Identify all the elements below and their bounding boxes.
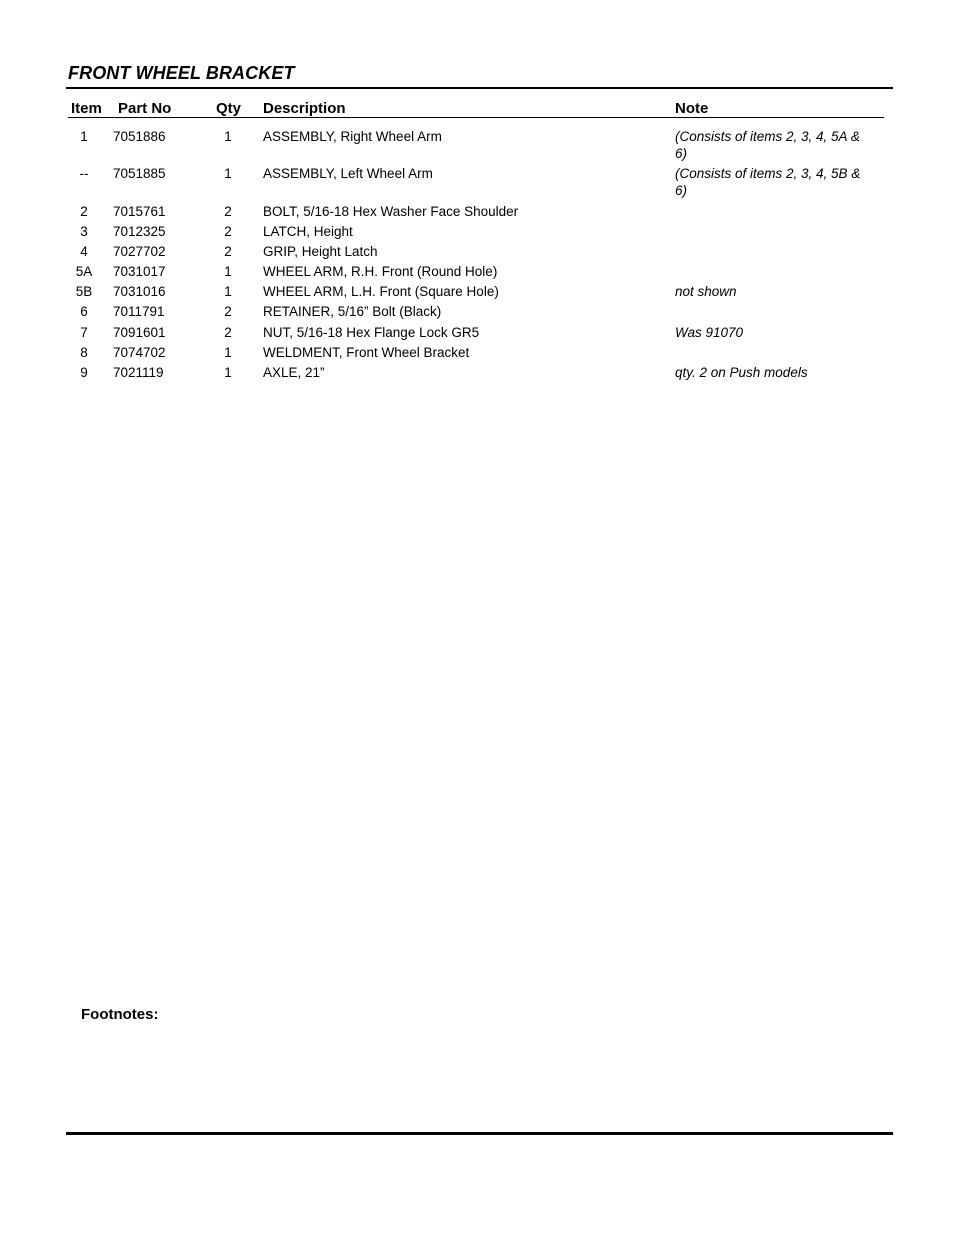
- part-number: 7011791: [113, 304, 165, 319]
- quantity: 1: [224, 129, 232, 144]
- item-number: 2: [80, 204, 88, 219]
- description: WHEEL ARM, R.H. Front (Round Hole): [263, 264, 498, 279]
- footnotes-label: Footnotes:: [81, 1006, 159, 1023]
- description: BOLT, 5/16-18 Hex Washer Face Shoulder: [263, 204, 519, 219]
- description: ASSEMBLY, Left Wheel Arm: [263, 166, 433, 181]
- header-item: Item: [71, 100, 102, 117]
- part-number: 7051885: [113, 166, 166, 181]
- item-number: 5A: [75, 264, 93, 279]
- title-divider: [66, 87, 893, 89]
- note: Was 91070: [675, 325, 744, 340]
- quantity: 1: [224, 284, 232, 299]
- item-number: 6: [80, 304, 88, 319]
- quantity: 1: [224, 166, 232, 181]
- part-number: 7021119: [113, 365, 164, 380]
- item-number: --: [79, 166, 89, 181]
- item-number: 3: [80, 224, 88, 239]
- description: ASSEMBLY, Right Wheel Arm: [263, 129, 442, 144]
- note: qty. 2 on Push models: [675, 365, 808, 380]
- quantity: 1: [224, 264, 232, 279]
- header-qty: Qty: [216, 100, 242, 117]
- header-description: Description: [263, 100, 346, 117]
- part-number: 7091601: [113, 325, 166, 340]
- description: WHEEL ARM, L.H. Front (Square Hole): [263, 284, 499, 299]
- item-number: 5B: [75, 284, 93, 299]
- header-part-no: Part No: [118, 100, 172, 117]
- page-title: FRONT WHEEL BRACKET: [68, 63, 295, 83]
- quantity: 2: [224, 204, 232, 219]
- item-number: 4: [80, 244, 88, 259]
- note: (Consists of items 2, 3, 4, 5A & 6): [675, 129, 860, 161]
- part-number: 7027702: [113, 244, 166, 259]
- part-number: 7074702: [113, 345, 166, 360]
- part-number: 7051886: [113, 129, 166, 144]
- bottom-divider: [66, 1132, 893, 1135]
- description: GRIP, Height Latch: [263, 244, 378, 259]
- item-number: 9: [80, 365, 88, 380]
- quantity: 2: [224, 325, 232, 340]
- description: AXLE, 21”: [263, 365, 325, 380]
- quantity: 2: [224, 224, 232, 239]
- quantity: 2: [224, 244, 232, 259]
- description: LATCH, Height: [263, 224, 353, 239]
- part-number: 7012325: [113, 224, 166, 239]
- header-note: Note: [675, 100, 709, 117]
- note: not shown: [675, 284, 737, 299]
- note: (Consists of items 2, 3, 4, 5B & 6): [675, 166, 861, 198]
- part-number: 7031017: [113, 264, 166, 279]
- description: NUT, 5/16-18 Hex Flange Lock GR5: [263, 325, 480, 340]
- part-number: 7015761: [113, 204, 166, 219]
- part-number: 7031016: [113, 284, 166, 299]
- quantity: 2: [224, 304, 232, 319]
- item-number: 7: [80, 325, 88, 340]
- description: WELDMENT, Front Wheel Bracket: [263, 345, 470, 360]
- description: RETAINER, 5/16” Bolt (Black): [263, 304, 442, 319]
- item-number: 8: [80, 345, 88, 360]
- item-number: 1: [80, 129, 88, 144]
- quantity: 1: [224, 345, 232, 360]
- header-divider: [68, 117, 884, 118]
- quantity: 1: [224, 365, 232, 380]
